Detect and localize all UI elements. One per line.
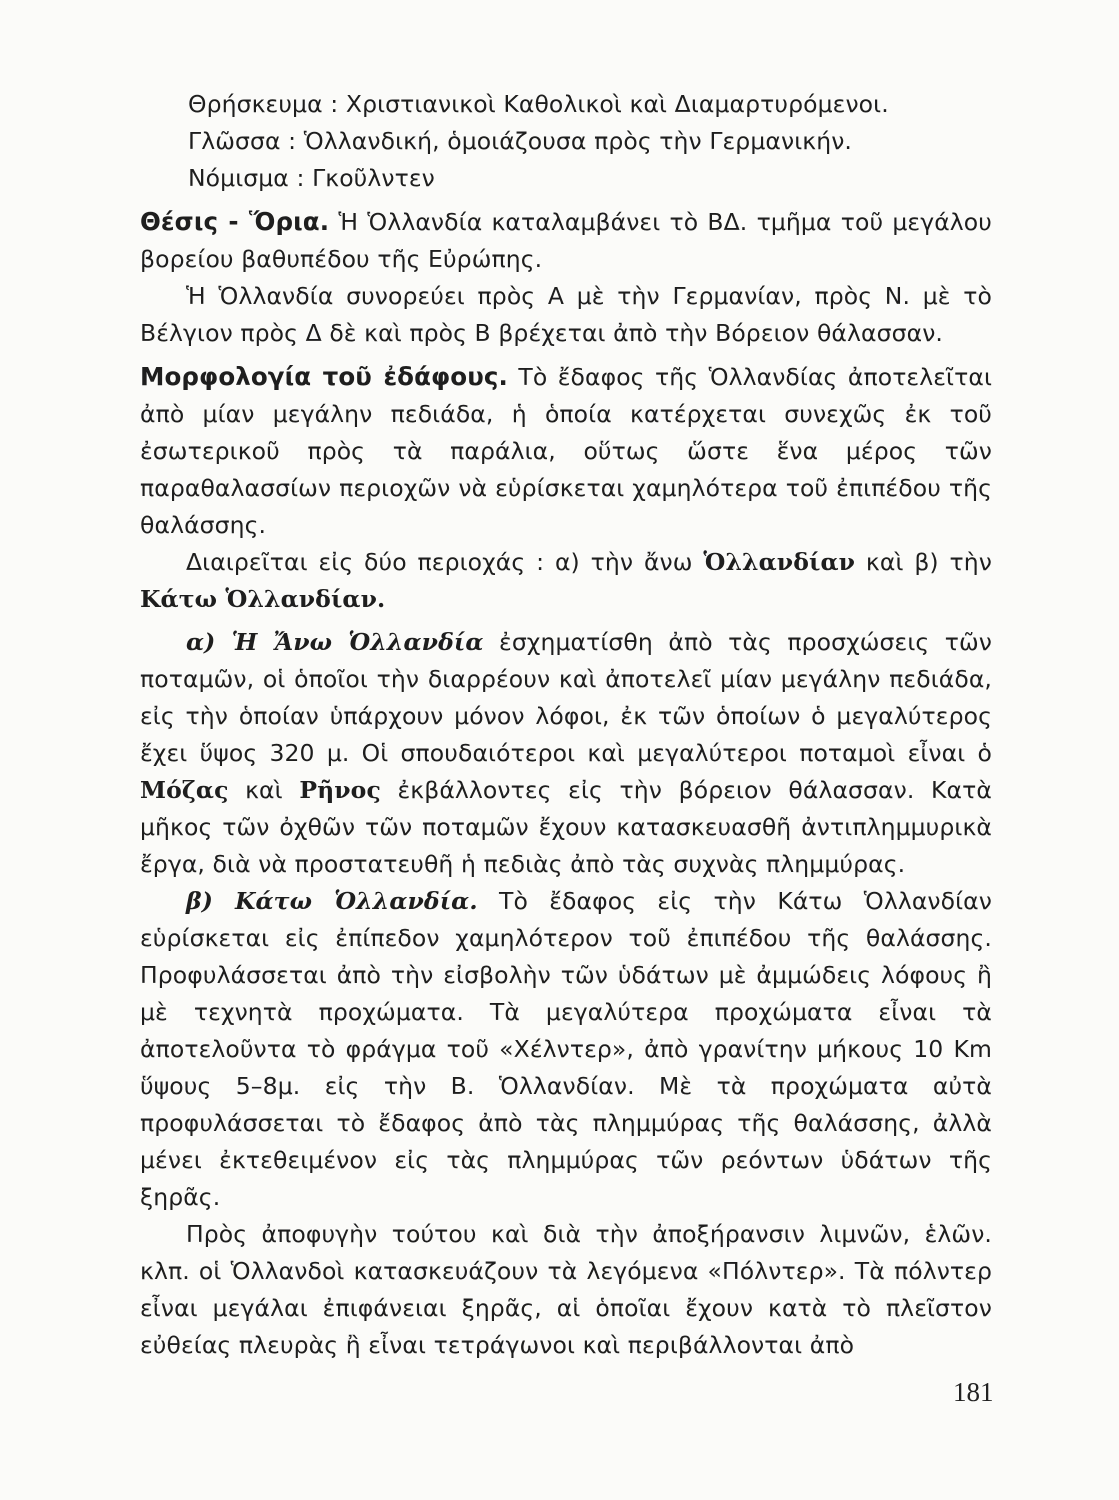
position-text-2: Ἡ Ὁλλανδία συνορεύει πρὸς Α μὲ τὴν Γερμανίαν, πρὸς Ν. μὲ τὸ Βέλγιον πρὸς Δ δὲ καὶ πρὸς Β βρέχεται ἀπὸ τὴν Βόρειον θάλασσαν. [140,282,992,347]
division-text-mid: καὶ β) τὴν [865,548,992,576]
religion-value: Χριστιανικοὶ Καθολικοὶ καὶ Διαμαρτυρόμενοι. [345,90,889,118]
upper-holland-and: καὶ [245,776,283,804]
river-rhine: Ρῆνος [299,776,381,804]
religion-line [140,86,992,123]
currency-line [140,160,992,197]
language-line [140,123,992,160]
morphology-text: Τὸ ἔδαφος τῆς Ὁλλανδίας ἀποτελεῖται ἀπὸ μίαν μεγάλην πεδιάδα, ἡ ὁποία κατέρχεται συνεχῶς ἐκ τοῦ ἐσωτερικοῦ πρὸς τὰ παράλια, οὕτως ὥστε ἕνα μέρος τῶν παραθαλασσίων περιοχῶν νὰ εὑρίσκεται χαμηλότερα τοῦ ἐπιπέδου τῆς θαλάσσης. [140,363,992,539]
position-paragraph [140,203,992,278]
division-paragraph [140,544,992,618]
religion-label: Θρήσκευμα : [188,90,339,118]
lower-holland-label: β) Κάτω Ὁλλανδία. [186,887,478,915]
upper-holland-label: α) Ἡ Ἄνω Ὁλλανδία [186,628,484,656]
lower-holland-paragraph [140,883,992,1216]
polder-text: Πρὸς ἀποφυγὴν τούτου καὶ διὰ τὴν ἀποξήρανσιν λιμνῶν, ἑλῶν. κλπ. οἱ Ὁλλανδοὶ κατασκευάζουν τὰ λεγόμενα «Πόλντερ». Τὰ πόλντερ εἶναι μεγάλαι ἐπιφάνειαι ξηρᾶς, αἱ ὁποῖαι ἔχουν κατὰ τὸ πλεῖστον εὐθείας πλευρὰς ἢ εἶναι τετράγωνοι καὶ περιβάλλονται ἀπὸ [140,1220,992,1359]
borders-paragraph [140,278,992,352]
language-label: Γλῶσσα : [188,127,297,155]
currency-label: Νόμισμα : [188,164,305,192]
morphology-paragraph [140,358,992,544]
currency-value: Γκοῦλντεν [312,164,435,192]
page-number: 181 [953,1377,994,1407]
upper-holland-text-2: ἐκβάλλοντες εἰς τὴν βόρειον θάλασσαν. Κατὰ μῆκος τῶν ὀχθῶν τῶν ποταμῶν ἔχουν κατασκευασθῆ ἀντιπλημμυρικὰ ἔργα, διὰ νὰ προστατευθῆ ἡ πεδιὰς ἀπὸ τὰς συχνὰς πλημμύρας. [140,776,992,878]
upper-holland-paragraph [140,624,992,883]
division-text-pre: Διαιρεῖται εἰς δύο περιοχάς : α) τὴν ἄνω [186,548,693,576]
division-lower: Κάτω Ὁλλανδίαν. [140,585,386,613]
morphology-heading: Μορφολογία τοῦ ἐδάφους. [140,362,508,391]
upper-holland-text-1: ἐσχηματίσθη ἀπὸ τὰς προσχώσεις τῶν ποταμῶν, οἱ ὁποῖοι τὴν διαρρέουν καὶ ἀποτελεῖ μίαν μεγάλην πεδιάδα, εἰς τὴν ὁποίαν ὑπάρχουν μόνον λόφοι, ἐκ τῶν ὁποίων ὁ μεγαλύτερος ἔχει ὕψος 320 μ. Οἱ σπουδαιότεροι καὶ μεγαλύτεροι ποταμοὶ εἶναι ὁ [140,628,993,767]
page-text [140,86,992,1364]
lower-holland-text: Τὸ ἔδαφος εἰς τὴν Κάτω Ὁλλανδίαν εὑρίσκεται εἰς ἐπίπεδον χαμηλότερον τοῦ ἐπιπέδου τῆς θαλάσσης. Προφυλάσσεται ἀπὸ τὴν εἰσβολὴν τῶν ὑδάτων μὲ ἀμμώδεις λόφους ἢ μὲ τεχνητὰ προχώματα. Τὰ μεγαλύτερα προχώματα εἶναι τὰ ἀποτελοῦντα τὸ φράγμα τοῦ «Χέλντερ», ἀπὸ γρανίτην μήκους 10 Km ὕψους 5–8μ. εἰς τὴν Β. Ὁλλανδίαν. Μὲ τὰ προχώματα αὐτὰ προφυλάσσεται τὸ ἔδαφος ἀπὸ τὰς πλημμύρας τῆς θαλάσσης, ἀλλὰ μένει ἐκτεθειμένον εἰς τὰς πλημμύρας τῶν ρεόντων ὑδάτων τῆς ξηρᾶς. [140,887,992,1211]
division-upper: Ὁλλανδίαν [703,548,856,576]
position-text-1: Ἡ Ὁλλανδία καταλαμβάνει τὸ ΒΔ. τμῆμα τοῦ μεγάλου βορείου βαθυπέδου τῆς Εὐρώπης. [140,208,992,273]
position-heading: Θέσις - Ὅρια. [140,207,330,236]
language-value: Ὁλλανδική, ὁμοιάζουσα πρὸς τὴν Γερμανικήν. [303,127,852,155]
polder-paragraph [140,1216,992,1364]
river-meuse: Μόζας [140,776,229,804]
